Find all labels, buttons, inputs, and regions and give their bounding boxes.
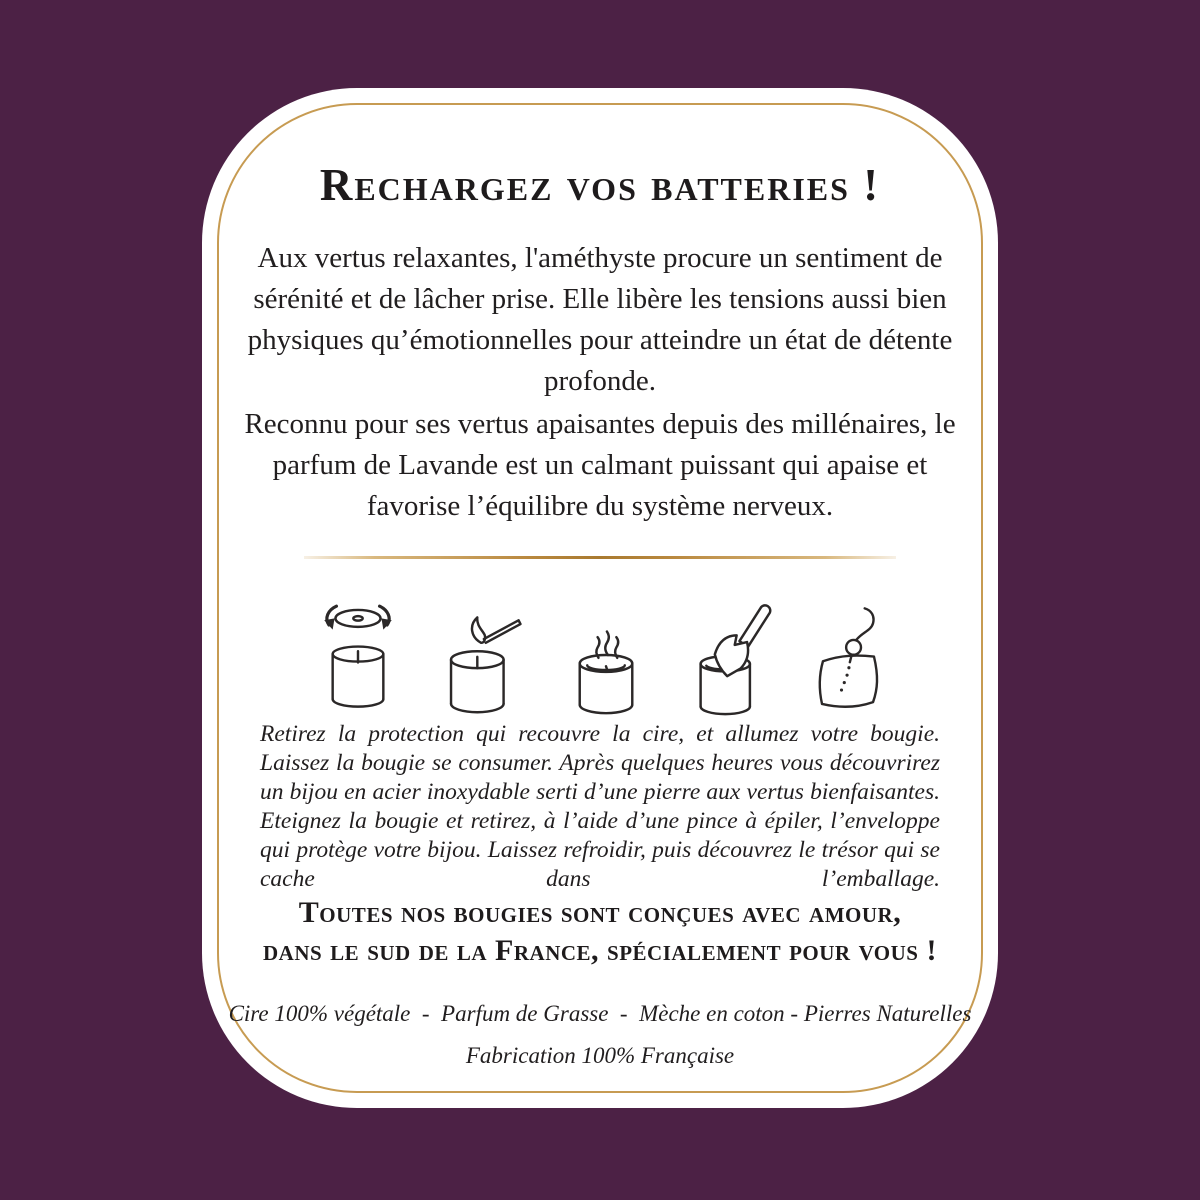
light-candle-icon — [434, 594, 530, 716]
usage-instructions: Retirez la protection qui recouvre la cire, et allumez votre bougie. Laissez la bougie se consumer. Après quelques heures vous découvrirez un bijou en acier inoxydable serti d’une pierre aux vertus bienfaisantes. Eteignez la bougie et retirez, à l’aide d’une pince à épiler, l’enveloppe qui protège votre bijou. Laissez refroidir, puis découvrez le trésor qui se cache dans l’emballage. — [260, 721, 940, 892]
jewel-pouch-icon — [806, 600, 890, 716]
label-card — [202, 88, 998, 1108]
page-title: Rechargez vos batteries ! — [319, 160, 881, 210]
tagline-line1: Toutes nos bougies sont conçues avec amour, — [298, 896, 902, 929]
composition-line: Cire 100% végétale - Parfum de Grasse - Mèche en coton - Pierres Naturelles — [228, 1001, 972, 1026]
paragraph-amethyste: Aux vertus relaxantes, l'améthyste procure un sentiment de sérénité et de lâcher prise. Elle libère les tensions aussi bien physiques qu’émotionnelles pour atteindre un état de détente profonde. — [247, 242, 953, 397]
tagline — [202, 894, 998, 970]
scoop-wax-icon — [682, 588, 778, 716]
burning-candle-icon — [558, 594, 654, 716]
usage-icons-row — [202, 588, 998, 716]
paragraph-lavande: Reconnu pour ses vertus apaisantes depuis des millénaires, le parfum de Lavande est un calmant puissant qui apaise et favorise l’équilibre du système nerveux. — [244, 408, 956, 522]
tagline-line2: dans le sud de la France, spécialement pour vous ! — [263, 934, 937, 967]
gold-divider — [304, 556, 896, 559]
fabrication-line: Fabrication 100% Française — [465, 1043, 735, 1068]
unscrew-lid-icon — [310, 594, 406, 716]
